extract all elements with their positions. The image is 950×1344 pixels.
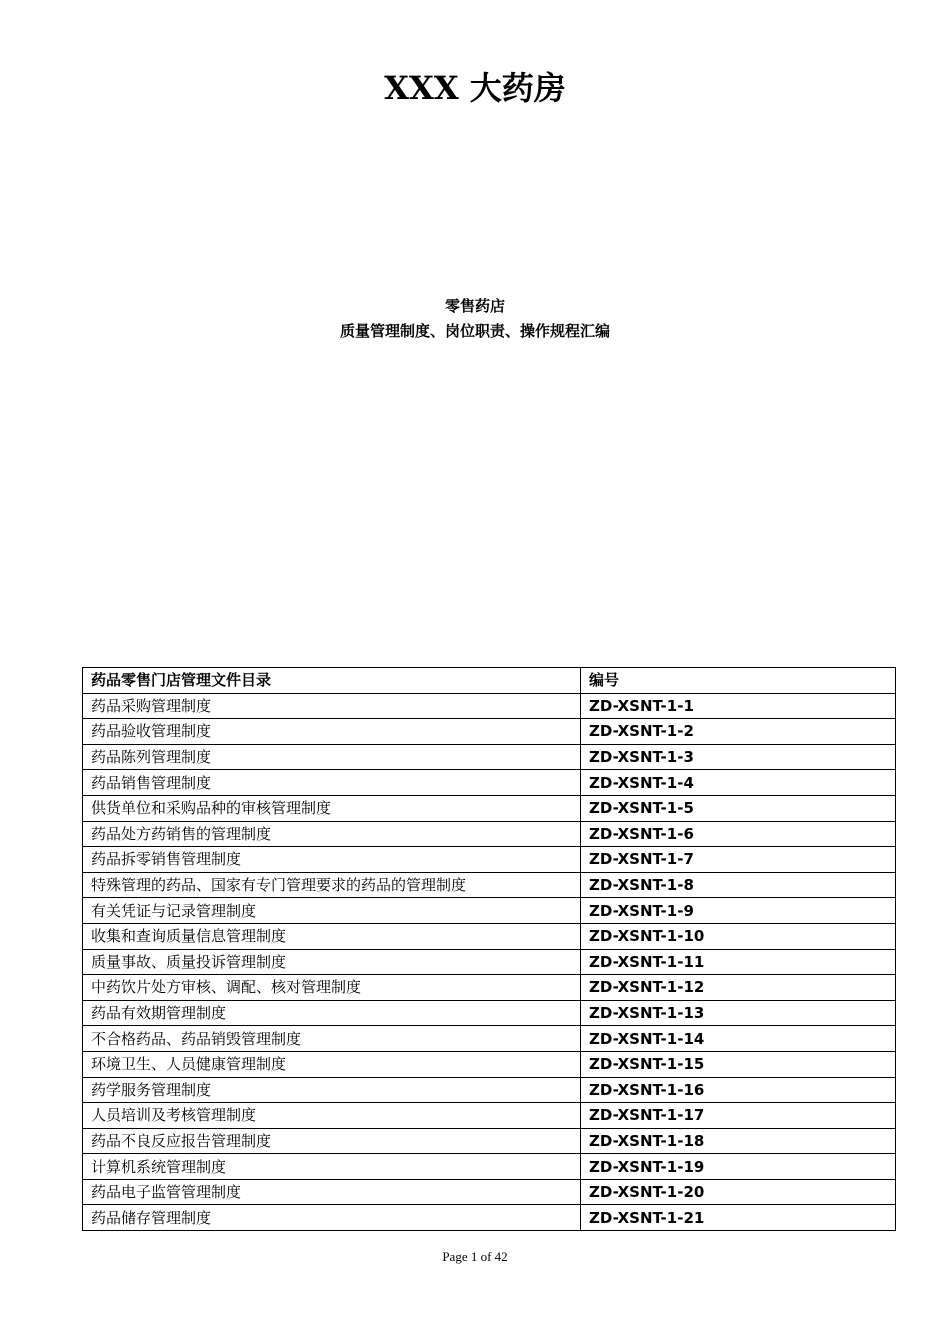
table-row <box>83 898 896 924</box>
toc-row-code: ZD-XSNT-1-13 <box>581 1000 896 1026</box>
toc-row-code: ZD-XSNT-1-8 <box>581 872 896 898</box>
toc-header-code: 编号 <box>581 668 896 694</box>
table-row <box>83 693 896 719</box>
table-row <box>83 744 896 770</box>
document-subtitle-line1: 零售药店 <box>444 297 505 315</box>
toc-row-title: 收集和查询质量信息管理制度 <box>83 923 581 949</box>
table-row <box>83 1077 896 1103</box>
toc-body <box>83 693 896 1230</box>
table-row <box>83 1128 896 1154</box>
toc-row-code: ZD-XSNT-1-5 <box>581 795 896 821</box>
toc-row-title: 人员培训及考核管理制度 <box>83 1103 581 1129</box>
toc-row-title: 环境卫生、人员健康管理制度 <box>83 1051 581 1077</box>
toc-row-title: 药学服务管理制度 <box>83 1077 581 1103</box>
document-title: XXX 大药房 <box>384 69 566 107</box>
toc-row-code: ZD-XSNT-1-3 <box>581 744 896 770</box>
toc-row-code: ZD-XSNT-1-16 <box>581 1077 896 1103</box>
table-row <box>83 975 896 1001</box>
table-row <box>83 847 896 873</box>
toc-row-title: 药品处方药销售的管理制度 <box>83 821 581 847</box>
toc-row-code: ZD-XSNT-1-4 <box>581 770 896 796</box>
table-row <box>83 923 896 949</box>
toc-row-code: ZD-XSNT-1-1 <box>581 693 896 719</box>
table-row <box>83 1154 896 1180</box>
toc-row-title: 药品验收管理制度 <box>83 719 581 745</box>
toc-table <box>82 667 896 1231</box>
toc-row-title: 不合格药品、药品销毁管理制度 <box>83 1026 581 1052</box>
toc-row-title: 中药饮片处方审核、调配、核对管理制度 <box>83 975 581 1001</box>
table-row <box>83 1000 896 1026</box>
toc-row-code: ZD-XSNT-1-9 <box>581 898 896 924</box>
toc-row-title: 药品电子监管管理制度 <box>83 1179 581 1205</box>
table-row <box>83 1026 896 1052</box>
table-row <box>83 719 896 745</box>
toc-row-code: ZD-XSNT-1-12 <box>581 975 896 1001</box>
toc-row-code: ZD-XSNT-1-19 <box>581 1154 896 1180</box>
table-row <box>83 1103 896 1129</box>
toc-row-code: ZD-XSNT-1-6 <box>581 821 896 847</box>
toc-row-title: 药品陈列管理制度 <box>83 744 581 770</box>
toc-row-title: 供货单位和采购品种的审核管理制度 <box>83 795 581 821</box>
table-row <box>83 770 896 796</box>
toc-row-code: ZD-XSNT-1-21 <box>581 1205 896 1231</box>
table-row <box>83 1179 896 1205</box>
toc-row-title: 特殊管理的药品、国家有专门管理要求的药品的管理制度 <box>83 872 581 898</box>
toc-header-row <box>83 668 896 694</box>
toc-row-code: ZD-XSNT-1-15 <box>581 1051 896 1077</box>
toc-row-code: ZD-XSNT-1-10 <box>581 923 896 949</box>
table-row <box>83 1051 896 1077</box>
toc-header-title: 药品零售门店管理文件目录 <box>83 668 581 694</box>
toc-row-title: 药品拆零销售管理制度 <box>83 847 581 873</box>
toc-row-code: ZD-XSNT-1-2 <box>581 719 896 745</box>
document-subtitle-line2: 质量管理制度、岗位职责、操作规程汇编 <box>339 322 610 340</box>
toc-row-code: ZD-XSNT-1-20 <box>581 1179 896 1205</box>
toc-row-code: ZD-XSNT-1-11 <box>581 949 896 975</box>
toc-row-code: ZD-XSNT-1-14 <box>581 1026 896 1052</box>
table-row <box>83 821 896 847</box>
toc-row-title: 质量事故、质量投诉管理制度 <box>83 949 581 975</box>
toc-row-code: ZD-XSNT-1-17 <box>581 1103 896 1129</box>
table-row <box>83 872 896 898</box>
toc-row-title: 计算机系统管理制度 <box>83 1154 581 1180</box>
toc-row-title: 药品有效期管理制度 <box>83 1000 581 1026</box>
toc-row-title: 药品销售管理制度 <box>83 770 581 796</box>
table-row <box>83 795 896 821</box>
toc-row-code: ZD-XSNT-1-18 <box>581 1128 896 1154</box>
toc-row-title: 药品采购管理制度 <box>83 693 581 719</box>
toc-row-code: ZD-XSNT-1-7 <box>581 847 896 873</box>
table-row <box>83 949 896 975</box>
table-row <box>83 1205 896 1231</box>
toc-row-title: 药品不良反应报告管理制度 <box>83 1128 581 1154</box>
page-number: Page 1 of 42 <box>442 1249 508 1264</box>
toc-row-title: 药品储存管理制度 <box>83 1205 581 1231</box>
toc-row-title: 有关凭证与记录管理制度 <box>83 898 581 924</box>
